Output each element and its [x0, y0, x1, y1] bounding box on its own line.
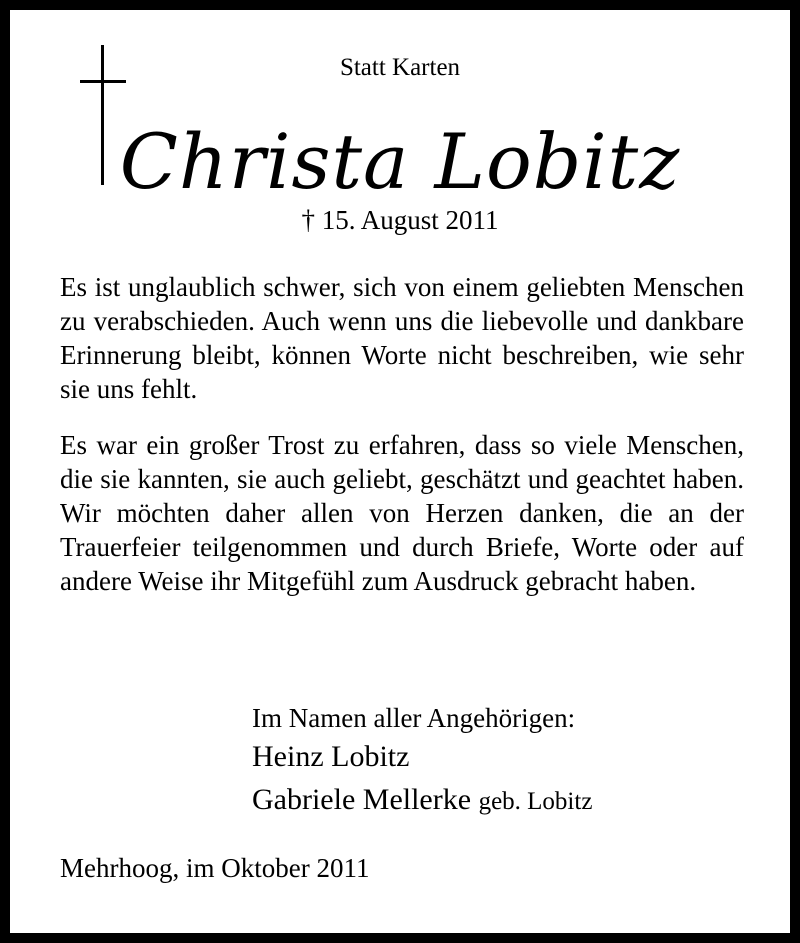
death-date: † 15. August 2011 — [301, 205, 499, 235]
signer-2-name: Gabriele Mellerke — [252, 783, 472, 816]
place-and-date: Mehrhoog, im Oktober 2011 — [60, 853, 370, 883]
signer-2-birthname: geb. Lobitz — [478, 788, 593, 815]
paragraph-farewell: Es ist unglaublich schwer, sich von einem geliebten Menschen zu verabschieden. Auch wenn uns die liebevolle und dankbare Erinnerung bleibt, können Worte nicht beschreiben, wie sehr sie uns fehlt. — [60, 272, 744, 404]
paragraph-thanks: Es war ein großer Trost zu erfahren, dass so viele Menschen, die sie kannten, sie auch geliebt, geschätzt und geachtet haben. Wir möchten daher allen von Herzen danken, die an der Trauerfeier teilgenommen und durch Briefe, Worte oder auf andere Weise ihr Mitgefühl zum Ausdruck gebracht haben. — [60, 430, 744, 596]
deceased-name: Christa Lobitz — [119, 117, 681, 206]
signer-heinz — [252, 740, 409, 774]
signature-intro: Im Namen aller Angehörigen: — [252, 703, 576, 733]
signer-1-name: Heinz Lobitz — [252, 740, 410, 773]
notice-heading: Statt Karten — [339, 54, 461, 81]
signer-gabriele — [252, 783, 592, 817]
